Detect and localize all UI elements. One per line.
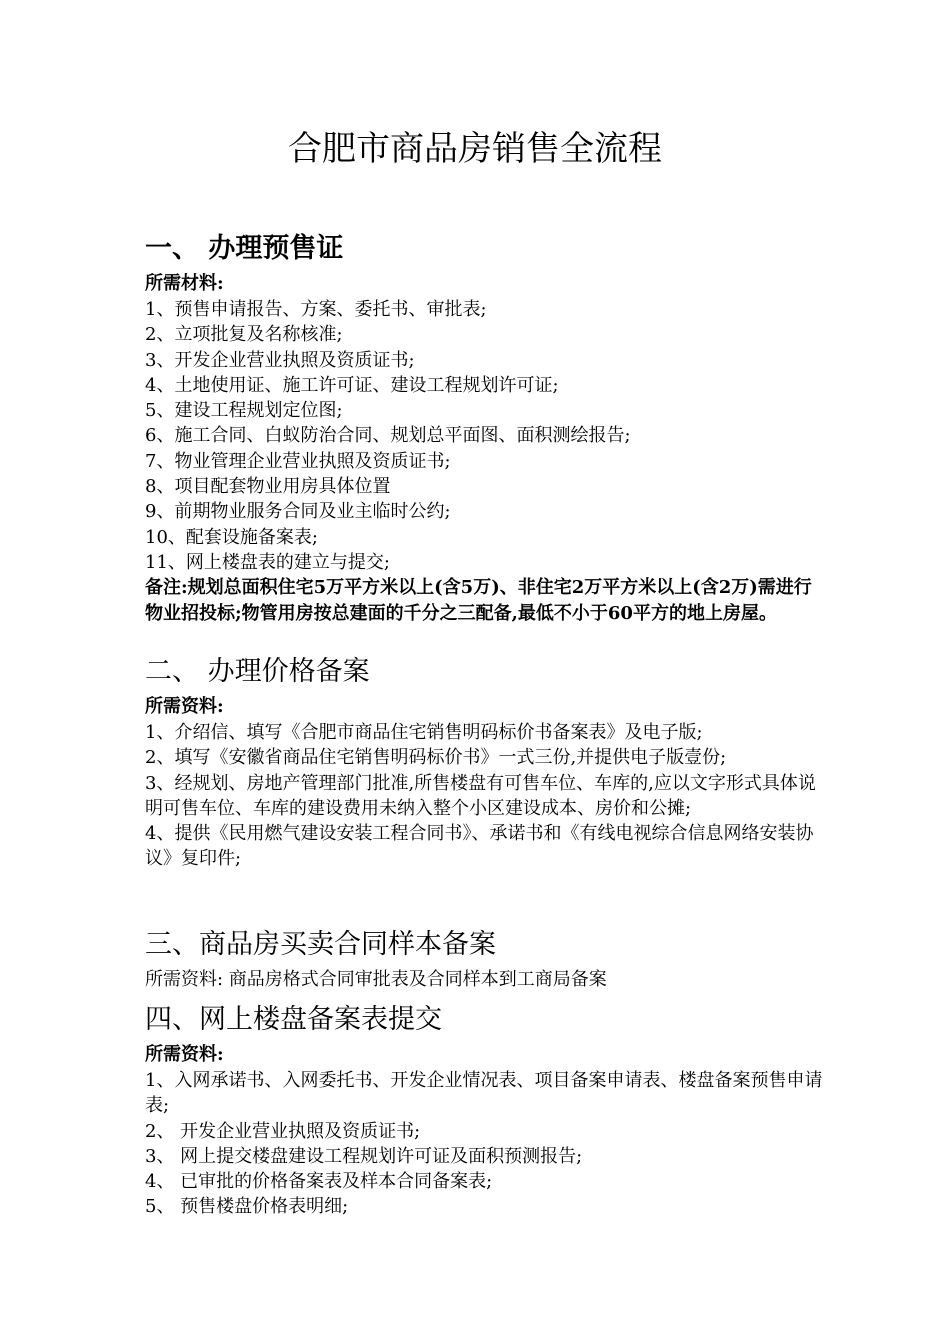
list-item: 3、经规划、房地产管理部门批准,所售楼盘有可售车位、车库的,应以文字形式具体说明可售车位、车库的建设费用未纳入整个小区建设成本、房价和公摊; bbox=[145, 772, 816, 819]
list-item: 4、提供《民用燃气建设安装工程合同书》、承诺书和《有线电视综合信息网络安装协议》复印件; bbox=[145, 823, 814, 870]
materials-label: 所需材料: bbox=[145, 273, 224, 294]
list-item: 4、 已审批的价格备案表及样本合同备案表; bbox=[145, 1171, 493, 1193]
section-heading: 四、网上楼盘备案表提交 bbox=[145, 1004, 442, 1035]
section-online-filing bbox=[145, 1000, 825, 1220]
list-item: 4、土地使用证、施工许可证、建设工程规划许可证; bbox=[145, 374, 559, 396]
materials-text: 所需资料: 商品房格式合同审批表及合同样本到工商局备案 bbox=[145, 969, 607, 990]
list-item: 6、施工合同、白蚁防治合同、规划总平面图、面积测绘报告; bbox=[145, 425, 631, 447]
document-title: 合肥市商品房销售全流程 bbox=[288, 129, 662, 169]
section-presale-permit bbox=[145, 229, 825, 627]
list-item: 1、介绍信、填写《合肥市商品住宅销售明码标价书备案表》及电子版; bbox=[145, 722, 703, 743]
section-heading: 三、商品房买卖合同样本备案 bbox=[145, 929, 496, 960]
list-item: 10、配套设施备案表; bbox=[145, 526, 318, 548]
section-contract-sample bbox=[145, 925, 825, 993]
list-item: 2、 开发企业营业执照及资质证书; bbox=[145, 1120, 421, 1142]
list-item: 8、项目配套物业用房具体位置 bbox=[145, 476, 391, 498]
materials-list bbox=[145, 1068, 825, 1220]
list-item: 1、入网承诺书、入网委托书、开发企业情况表、项目备案申请表、楼盘备案预售申请表; bbox=[145, 1070, 823, 1117]
list-item: 7、物业管理企业营业执照及资质证书; bbox=[145, 450, 451, 472]
remark-note: 备注:规划总面积住宅5万平方米以上(含5万)、非住宅2万平方米以上(含2万)需进行物业招投标;物管用房按总建面的千分之三配备,最低不小于60平方的地上房屋。 bbox=[145, 577, 812, 625]
list-item: 1、预售申请报告、方案、委托书、审批表; bbox=[145, 299, 487, 320]
list-item: 2、填写《安徽省商品住宅销售明码标价书》一式三份,并提供电子版壹份; bbox=[145, 747, 727, 769]
list-item: 9、前期物业服务合同及业主临时公约; bbox=[145, 501, 451, 523]
list-item: 3、 网上提交楼盘建设工程规划许可证及面积预测报告; bbox=[145, 1145, 583, 1167]
section-price-filing bbox=[145, 652, 825, 872]
list-item: 2、立项批复及名称核准; bbox=[145, 324, 343, 346]
materials-label: 所需资料: bbox=[145, 1044, 224, 1065]
materials-label: 所需资料: bbox=[145, 696, 224, 717]
section-heading: 一、 办理预售证 bbox=[145, 233, 344, 264]
materials-list bbox=[145, 720, 825, 872]
list-item: 5、 预售楼盘价格表明细; bbox=[145, 1196, 349, 1218]
materials-list bbox=[145, 297, 825, 575]
list-item: 3、开发企业营业执照及资质证书; bbox=[145, 349, 415, 371]
section-heading: 二、 办理价格备案 bbox=[145, 656, 370, 687]
list-item: 11、网上楼盘表的建立与提交; bbox=[145, 551, 390, 573]
list-item: 5、建设工程规划定位图; bbox=[145, 400, 343, 422]
